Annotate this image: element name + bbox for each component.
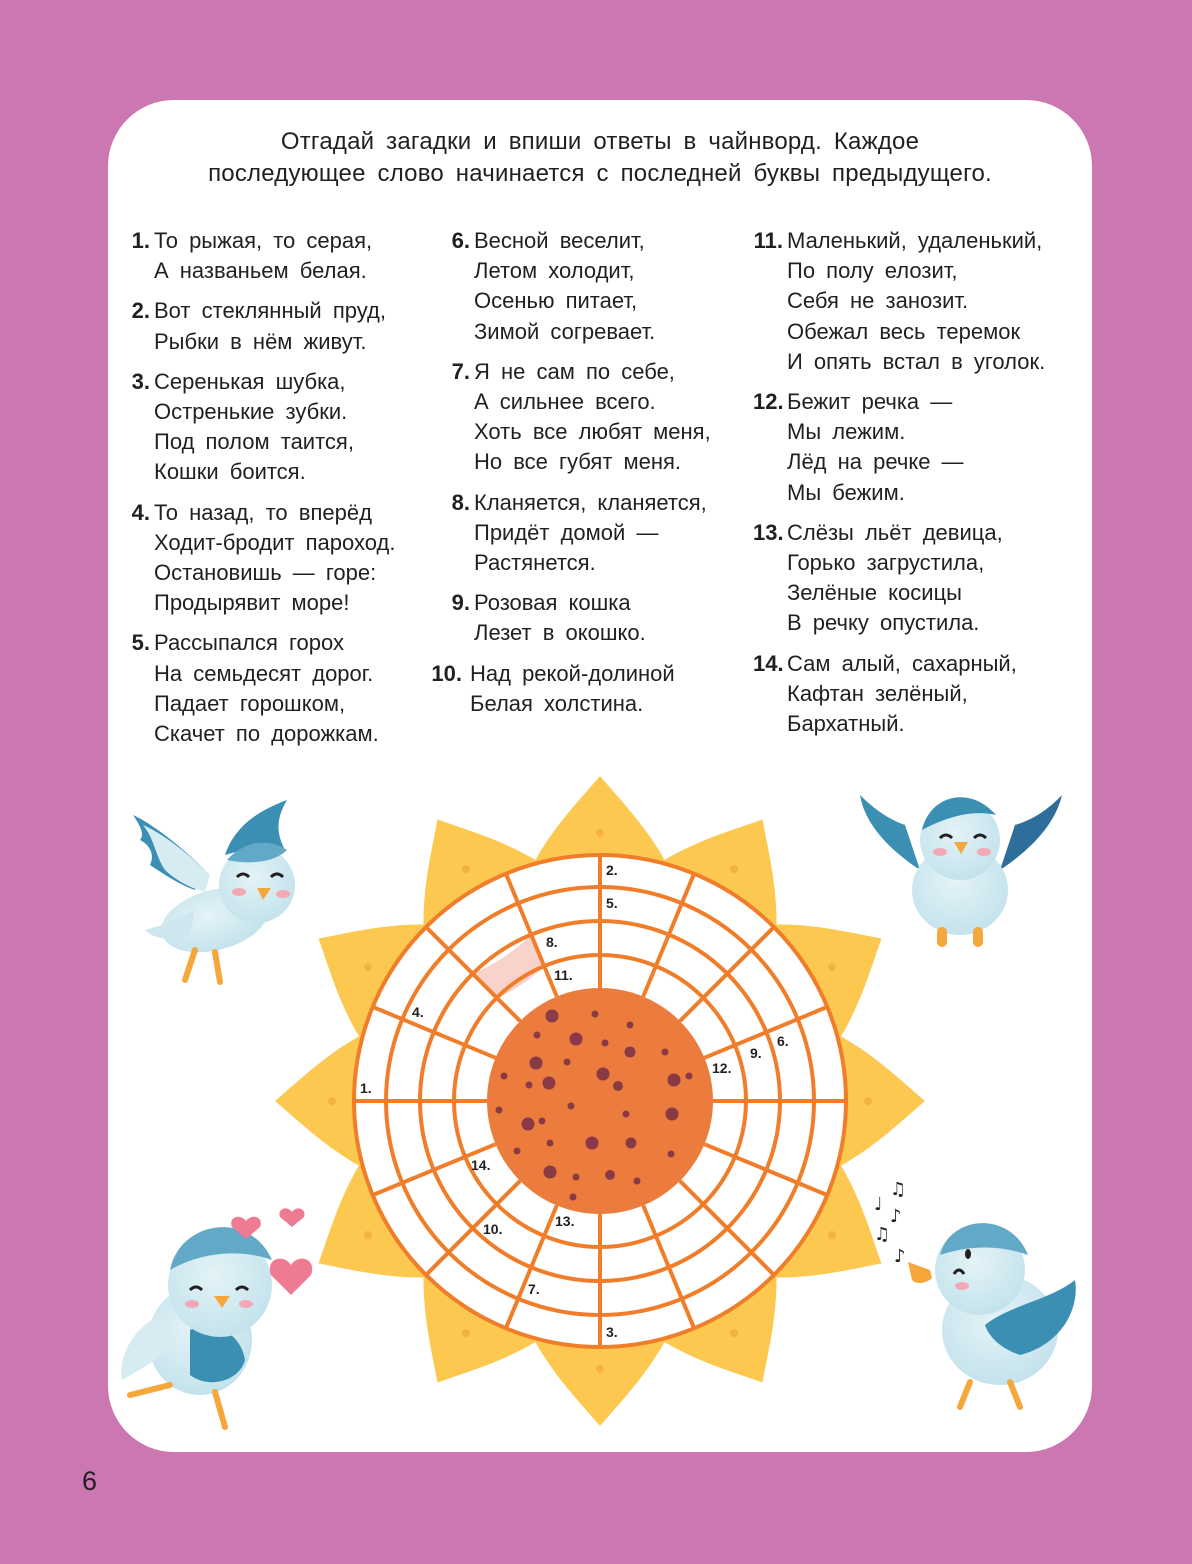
cw-label-14: 14.: [471, 1157, 491, 1173]
bird-bottom-right-icon: [908, 1223, 1076, 1407]
cw-label-12: 12.: [712, 1060, 732, 1076]
riddle-9: 9. Розовая кошка Лезет в окошко.: [451, 590, 646, 646]
svg-text:♪: ♪: [890, 1206, 902, 1227]
svg-text:♩: ♩: [874, 1194, 883, 1215]
riddle-3: 3. Серенькая шубка, Остренькие зубки. Под полом таится, Кошки боится.: [131, 368, 354, 485]
svg-text:♪: ♪: [894, 1246, 906, 1267]
bird-top-left-icon: [133, 800, 295, 982]
bird-top-right-icon: [860, 795, 1062, 942]
cw-label-3: 3.: [606, 1324, 618, 1340]
cw-label-6: 6.: [777, 1033, 789, 1049]
cw-label-10: 10.: [483, 1221, 503, 1237]
riddle-8: 8. Кланяется, кланяется, Придёт домой — Растянется.: [451, 489, 707, 576]
instructions-line-2: последующее слово начинается с последней буквы предыдущего.: [208, 160, 992, 187]
cw-label-8: 8.: [546, 934, 558, 950]
page-number: 6: [82, 1466, 98, 1496]
riddle-14: 14. Сам алый, сахарный, Кафтан зелёный, Бархатный.: [753, 650, 1017, 737]
riddle-6: 6. Весной веселит, Летом холодит, Осенью питает, Зимой согревает.: [451, 228, 656, 344]
cw-label-7: 7.: [528, 1281, 540, 1297]
cw-label-13: 13.: [555, 1213, 575, 1229]
cw-label-1: 1.: [360, 1080, 372, 1096]
riddle-7: 7. Я не сам по себе, А сильнее всего. Хоть все любят меня, Но все губят меня.: [451, 358, 711, 475]
heart-icon: [270, 1259, 312, 1295]
cw-label-11: 11.: [554, 967, 573, 983]
svg-text:♫: ♫: [890, 1179, 907, 1200]
instructions-line-1: Отгадай загадки и впиши ответы в чайнворд. Каждое: [280, 128, 920, 155]
svg-text:♫: ♫: [874, 1224, 891, 1245]
riddle-5: 5. Рассыпался горох На семьдесят дорог. Падает горошком, Скачет по дорожкам.: [131, 630, 379, 747]
heart-icon: [279, 1208, 304, 1227]
cw-label-2: 2.: [606, 862, 618, 878]
cw-label-5: 5.: [606, 895, 618, 911]
riddle-13: 13. Слёзы льёт девица, Горько загрустила, Зелёные косицы В речку опустила.: [753, 519, 1003, 636]
riddle-4: 4. То назад, то вперёд Ходит-бродит пароход. Остановишь — горе: Продырявит море!: [131, 499, 396, 616]
riddle-11: 11. Маленький, удаленький, По полу елозит, Себя не занозит. Обежал весь теремок И опять встал в уголок.: [753, 228, 1046, 374]
music-notes-icon: [874, 1179, 906, 1267]
riddle-12: 12. Бежит речка — Мы лежим. Лёд на речке — Мы бежим.: [753, 389, 964, 505]
cw-label-4: 4.: [412, 1004, 424, 1020]
riddle-10: 10. Над рекой-долиной Белая холстина.: [431, 660, 675, 716]
sunflower-center: [487, 988, 713, 1214]
riddle-2: 2. Вот стеклянный пруд, Рыбки в нём живут.: [131, 298, 386, 354]
riddle-1: 1. То рыжая, то серая, А названьем белая.: [131, 228, 373, 284]
bird-bottom-left-icon: [121, 1227, 272, 1427]
cw-label-9: 9.: [750, 1045, 762, 1061]
crossword-wheel: [354, 855, 846, 1347]
